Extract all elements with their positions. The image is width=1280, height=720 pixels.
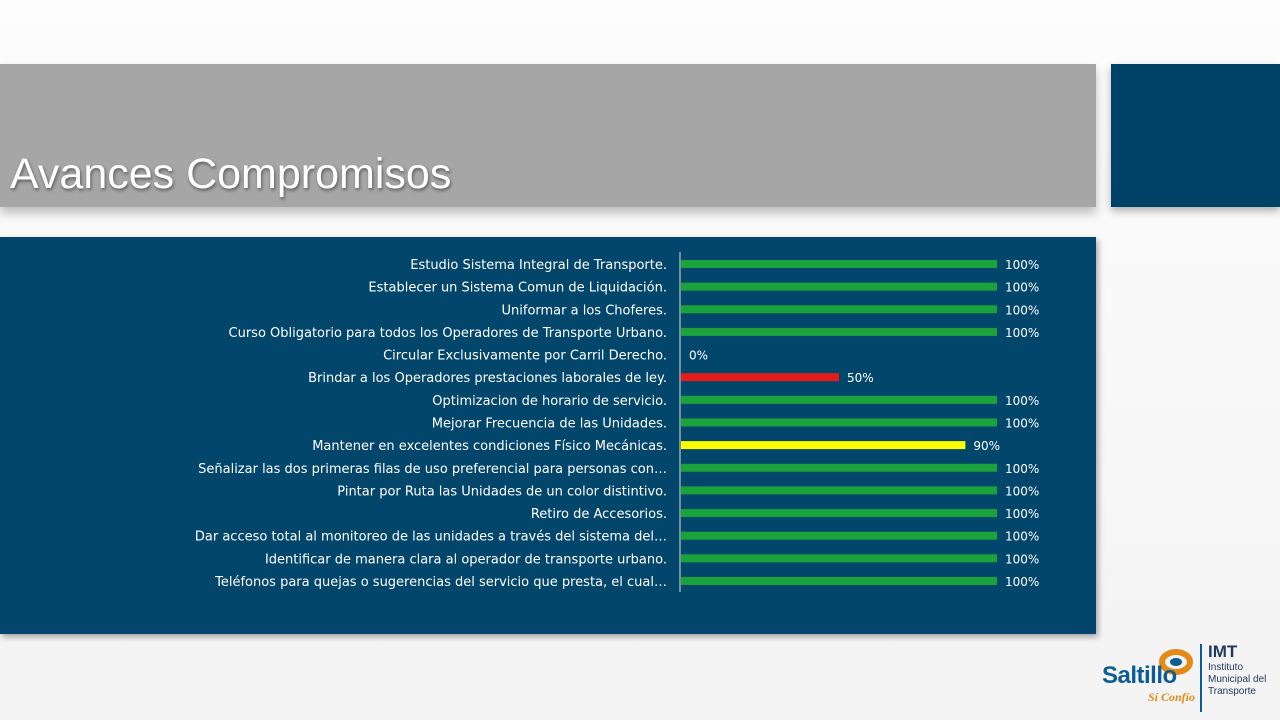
category-label: Identificar de manera clara al operador de transporte urbano.	[264, 552, 667, 568]
logo-city-text: Saltillo	[1102, 662, 1177, 689]
category-label: Señalizar las dos primeras filas de uso preferencial para personas con…	[198, 461, 667, 477]
progress-bar	[681, 464, 997, 472]
progress-bar	[681, 396, 997, 404]
value-label: 100%	[1005, 529, 1040, 544]
progress-bar	[681, 260, 997, 268]
value-label: 100%	[1005, 461, 1040, 476]
value-label: 100%	[1005, 303, 1040, 318]
category-label: Estudio Sistema Integral de Transporte.	[410, 258, 667, 273]
progress-bar	[681, 554, 997, 562]
category-label: Establecer un Sistema Comun de Liquidación.	[368, 280, 667, 296]
category-label: Curso Obligatorio para todos los Operadores de Transporte Urbano.	[228, 325, 667, 341]
category-label: Mejorar Frecuencia de las Unidades.	[431, 416, 667, 432]
category-label: Uniformar a los Choferes.	[501, 303, 667, 319]
category-label: Mantener en excelentes condiciones Físico Mecánicas.	[312, 439, 667, 455]
value-label: 100%	[1005, 416, 1040, 431]
category-label: Dar acceso total al monitoreo de las unidades a través del sistema del…	[194, 529, 667, 545]
accent-block	[1111, 64, 1280, 207]
progress-bar	[681, 441, 965, 449]
progress-bar	[681, 283, 997, 291]
logo-org-short: IMT	[1208, 642, 1238, 661]
value-label: 100%	[1005, 574, 1040, 589]
value-label: 100%	[1005, 258, 1040, 272]
logo-divider	[1200, 644, 1202, 712]
value-label: 100%	[1005, 325, 1040, 340]
value-label: 100%	[1005, 552, 1040, 567]
category-label: Pintar por Ruta las Unidades de un color distintivo.	[337, 484, 667, 500]
progress-bar	[681, 509, 997, 517]
category-label: Circular Exclusivamente por Carril Derecho.	[383, 348, 667, 364]
value-label: 100%	[1005, 280, 1040, 295]
value-label: 100%	[1005, 507, 1040, 522]
logo-tagline: Sí Confío	[1148, 690, 1196, 704]
progress-bar	[681, 577, 997, 585]
page-title: Avances Compromisos	[10, 150, 452, 198]
value-label: 100%	[1005, 484, 1040, 499]
category-label: Optimizacion de horario de servicio.	[432, 393, 667, 409]
progress-bar	[681, 486, 997, 494]
commitments-bar-chart	[0, 237, 1096, 634]
value-label: 100%	[1005, 393, 1040, 408]
progress-bar	[681, 373, 839, 381]
progress-bar	[681, 418, 997, 426]
logo-org-full: Instituto Municipal del Transporte	[1208, 662, 1267, 697]
progress-bar	[681, 532, 997, 540]
category-label: Retiro de Accesorios.	[530, 507, 667, 523]
imt-saltillo-logo	[1100, 640, 1280, 720]
progress-bar	[681, 328, 997, 336]
value-label: 0%	[689, 348, 709, 363]
progress-bar	[681, 305, 997, 313]
value-label: 90%	[973, 439, 1001, 454]
chart-panel	[0, 237, 1096, 634]
value-label: 50%	[847, 371, 874, 386]
category-label: Teléfonos para quejas o sugerencias del servicio que presta, el cual…	[215, 574, 667, 590]
category-label: Brindar a los Operadores prestaciones laborales de ley.	[308, 371, 667, 387]
